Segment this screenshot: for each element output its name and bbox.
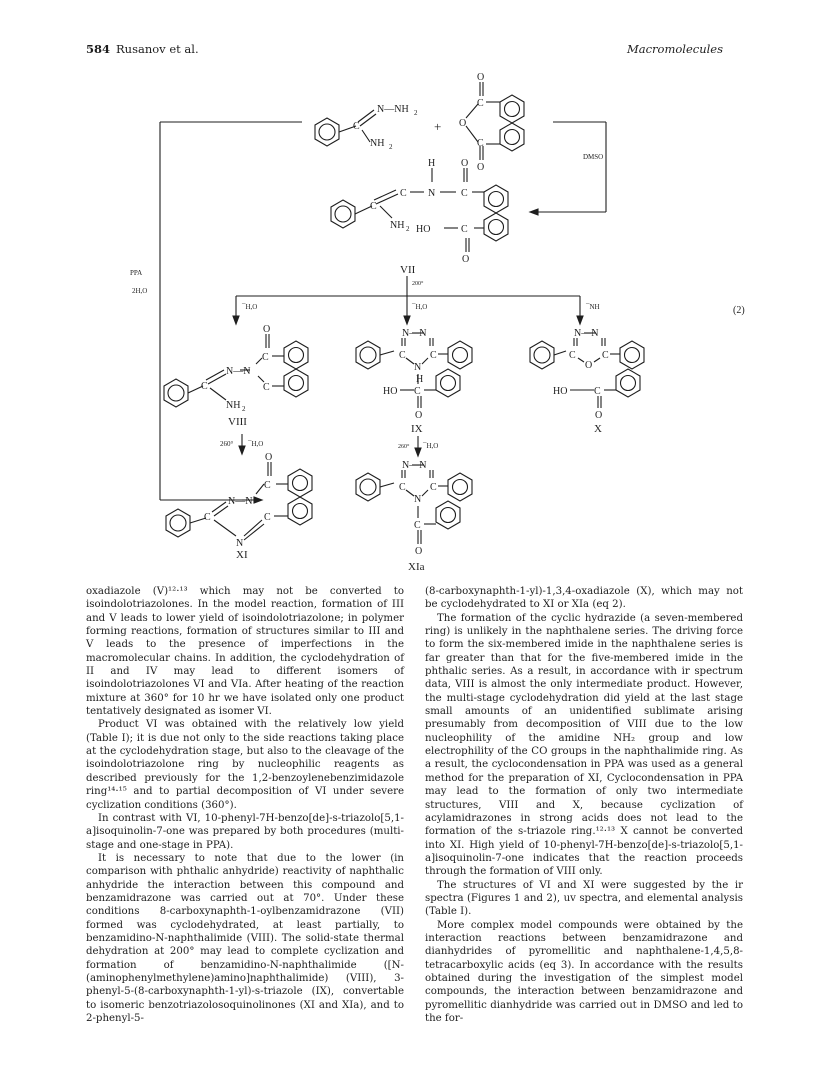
svg-text:O: O (477, 162, 485, 173)
svg-text:C: C (414, 386, 421, 397)
body-column-right (425, 585, 743, 1025)
minus-h2o-xia: ¯H,O (423, 442, 439, 450)
minus-h2o-xi: ¯H,O (248, 440, 264, 448)
svg-text:HO: HO (383, 386, 398, 397)
svg-text:N—N: N—N (402, 460, 427, 471)
svg-text:N: N (414, 362, 422, 373)
label-viii: VIII (228, 416, 247, 428)
svg-text:O: O (595, 410, 603, 421)
svg-text:O: O (415, 546, 423, 557)
paragraph: (8-carboxynaphth-1-yl)-1,3,4-oxadiazole (X), which may not be cyclodehydrated to XI or XIa (eq 2). (425, 586, 743, 611)
condition-ppa: PPA (130, 269, 143, 277)
compound-vii-structure (331, 168, 508, 252)
svg-text:C: C (602, 350, 609, 361)
condition-260-viii: 260° (220, 440, 234, 448)
plus-sign: + (434, 119, 442, 134)
svg-text:C: C (414, 520, 421, 531)
svg-text:C: C (594, 386, 601, 397)
svg-text:C: C (400, 188, 407, 199)
svg-text:C: C (399, 482, 406, 493)
svg-text:2: 2 (389, 143, 393, 151)
paragraph: oxadiazole (V)¹²·¹³ which may not be converted to isoindolotriazolones. In the model reaction, formation of III and V leads to lower yield of isoindolotriazolone; in polymer forming reactions, formation of structures similar to III and V leads to the presence of imperfections in the macromolecular chains. In addition, the cyclodehydration of II and IV may lead to different isomers of isoindolotriazolones VI and VIa. After heating of the reaction mixture at 360° for 10 hr we have isolated only one product tentatively designated as isomer VI. (86, 586, 404, 718)
label-xi: XI (236, 549, 248, 561)
svg-text:2: 2 (406, 225, 410, 233)
paragraph: More complex model compounds were obtained by the interaction reactions between benzamidrazone and dianhydrides of pyromellitic and naphthalene-1,4,5,8-tetracarboxylic acids (eq 3). In accordance with the results obtained during the investigation of the simplest model compounds, the interaction between benzamidrazone and pyromellitic dianhydride was carried out in DMSO and led to the for- (425, 919, 743, 1024)
label-xia: XIa (408, 561, 425, 573)
reagent-nh2-label: NH (370, 138, 385, 149)
svg-text:C: C (204, 512, 211, 523)
svg-text:O: O (585, 360, 593, 371)
svg-text:C: C (201, 381, 208, 392)
svg-text:C: C (262, 352, 269, 363)
journal-name: Macromolecules (626, 42, 723, 56)
svg-text:O: O (477, 72, 485, 83)
paragraph: It is necessary to note that due to the lower (in comparison with phthalic anhydride) reactivity of naphthalic anhydride the interaction between this compound and benzamidrazone was carried out at 70°. Under these conditions 8-carboxynaphth-1-oylbenzamidrazone (VII) formed was cyclodehydrated, at least partially, to benzamidino-N-naphthalimide (VIII). The solid-state thermal dehydration at 200° may lead to complete cyclization and formation of benzamidino-N-naphthalimide ([N-(aminophenylmethylene)amino]naphthalimide) (VIII), 3-phenyl-5-(8-carboxynaphth-1-yl)-s-triazole (IX), convertable to isomeric benzotriazolosoquinolinones (XI and XIa), and to 2-phenyl-5- (86, 852, 404, 1024)
body-column-left (86, 585, 404, 1025)
svg-text:N: N (236, 538, 244, 549)
svg-text:C: C (353, 121, 360, 132)
svg-text:C: C (263, 382, 270, 393)
paragraph: In contrast with VI, 10-phenyl-7H-benzo[de]-s-triazolo[5,1-a]isoquinolin-7-one was prepared by both procedures (multi-stage and one-stage in PPA). (86, 812, 404, 851)
svg-text:C: C (264, 480, 271, 491)
svg-text:C: C (477, 138, 484, 149)
svg-text:N: N (428, 188, 436, 199)
svg-text:C: C (477, 98, 484, 109)
svg-text:NH: NH (226, 400, 241, 411)
paragraph: Product VI was obtained with the relatively low yield (Table I); it is due not only to the side reactions taking place at the cyclodehydration stage, but also to the cleavage of the isoindolotriazolone ring by nucleophilic reagents as described previously for the 1,2-benzoylenebenzimidazole ring¹⁴·¹⁵ and to partial decomposition of VI under severe cyclization conditions (360°). (86, 719, 404, 811)
svg-text:O: O (459, 118, 467, 129)
minus-h2o-viii: ¯H,O (242, 303, 258, 311)
page-number: 584 (86, 42, 111, 56)
reagent-n-nh2-label: N—NH (377, 104, 409, 115)
svg-text:N—N: N—N (228, 496, 253, 507)
svg-text:N: N (414, 494, 422, 505)
paragraph: The structures of VI and XI were suggested by the ir spectra (Figures 1 and 2), uv spectra, and elemental analysis (Table I). (425, 879, 743, 918)
running-authors: Rusanov et al. (116, 42, 199, 56)
svg-text:N—N: N—N (226, 366, 251, 377)
benzamidrazone-structure (315, 110, 376, 146)
svg-text:C: C (430, 482, 437, 493)
condition-200: 200° (412, 281, 424, 287)
svg-text:C: C (461, 224, 468, 235)
svg-text:2: 2 (242, 405, 246, 413)
condition-dmso: DMSO (583, 153, 604, 161)
minus-nh3: ¯NH (586, 303, 600, 311)
label-ix: IX (411, 423, 423, 435)
condition-260-ix: 260° (398, 444, 410, 450)
svg-text:C: C (569, 350, 576, 361)
svg-text:H: H (416, 374, 424, 385)
svg-text:C: C (461, 188, 468, 199)
equation-number: (2) (733, 305, 745, 316)
label-x: X (594, 423, 602, 435)
svg-text:N—N: N—N (574, 328, 599, 339)
condition-2h2o: 2H,O (132, 287, 148, 295)
svg-text:O: O (462, 254, 470, 265)
svg-text:C: C (264, 512, 271, 523)
svg-text:C: C (399, 350, 406, 361)
label-vii: VII (400, 264, 416, 276)
svg-text:H: H (428, 158, 436, 169)
minus-h2o-ix: ¯H,O (412, 303, 428, 311)
svg-text:HO: HO (416, 224, 431, 235)
svg-text:O: O (263, 324, 271, 335)
svg-text:O: O (265, 452, 273, 463)
svg-text:N—N: N—N (402, 328, 427, 339)
svg-text:C: C (430, 350, 437, 361)
svg-text:C: C (370, 201, 377, 212)
svg-text:2: 2 (414, 109, 418, 117)
svg-text:O: O (461, 158, 469, 169)
svg-text:O: O (415, 410, 423, 421)
svg-text:HO: HO (553, 386, 568, 397)
naphthalic-anhydride-structure (466, 82, 524, 160)
paragraph: The formation of the cyclic hydrazide (a seven-membered ring) is unlikely in the naphthalene series. The driving force to form the six-membered imide in the naphthalene series is far greater than that for the five-membered imide in the phthalic series. As a result, in accordance with ir spectrum data, VIII is almost the only intermediate product. However, the multi-stage cyclodehydration did yield at the last stage small amounts of an unidentified sublimate arising presumably from decomposition of VIII due to the low nucleophility of the amidine NH₂ group and low electrophility of the CO groups in the naphthalimide ring. As a result, the cyclocondensation in PPA was used as a general method for the preparation of XI, Cyclocondensation in PPA may lead to the formation of only two intermediate structures, VIII and X, because cyclization of acylamidrazones in strong acids does not lead to the formation of the s-triazole ring.¹²·¹³ X cannot be converted into XI. High yield of 10-phenyl-7H-benzo[de]-s-triazolo[5,1-a]isoquinolin-7-one indicates that the reaction proceeds through the formation of VIII only. (425, 612, 743, 878)
svg-text:NH: NH (390, 220, 405, 231)
